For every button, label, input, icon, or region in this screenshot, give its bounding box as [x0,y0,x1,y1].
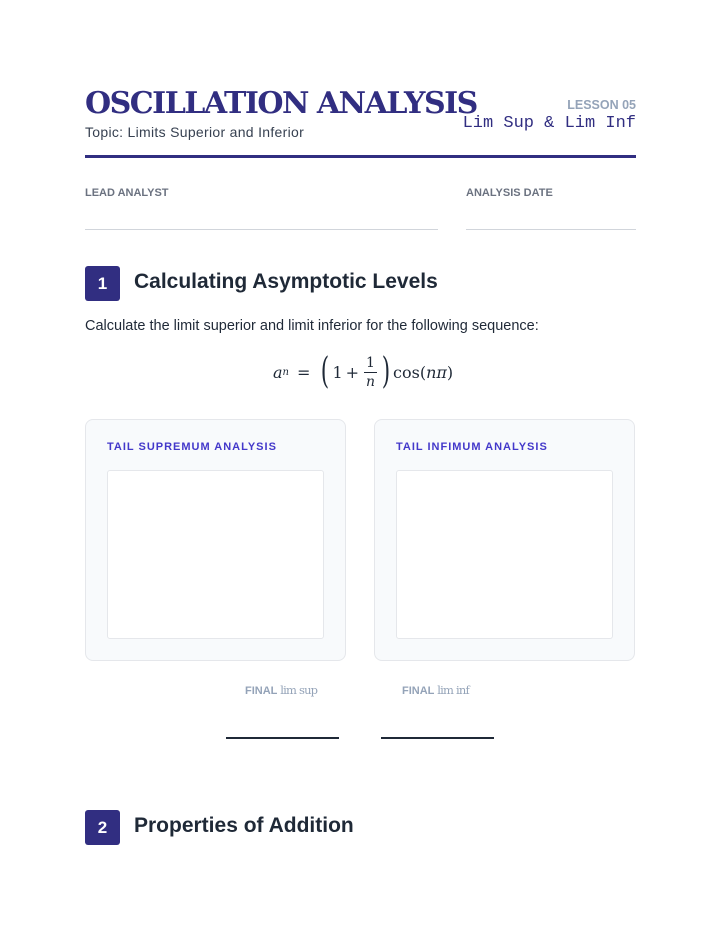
formula-lhs: a [273,362,283,382]
final-lim-sup-label [245,683,317,697]
tail-supremum-card [85,419,346,661]
section-1-instructions: Calculate the limit superior and limit inferior for the following sequence: [85,318,539,334]
lesson-subtitle: Lim Sup & Lim Inf [462,114,636,133]
analysis-date-field[interactable] [466,229,636,230]
final-lim-inf-label [402,683,469,697]
tail-infimum-label: TAIL INFIMUM ANALYSIS [396,441,548,453]
lead-analyst-label: LEAD ANALYST [85,187,169,199]
final-lim-inf-answer[interactable] [381,737,494,739]
section-1-title: Calculating Asymptotic Levels [134,270,438,293]
formula-subscript: n [282,366,289,378]
formula-function: cos [393,362,420,382]
tail-supremum-workspace[interactable] [107,470,324,639]
tail-infimum-card [374,419,635,661]
final-lim-sup-answer[interactable] [226,737,339,739]
formula-close-paren: ) [381,351,391,392]
formula-open-paren: ( [321,351,330,392]
fraction-numerator: 1 [366,354,375,371]
final-inf-lim: lim inf [437,683,469,697]
lesson-number: LESSON 05 [567,98,636,112]
tail-supremum-label: TAIL SUPREMUM ANALYSIS [107,441,277,453]
header-divider [85,155,636,158]
formula-plus: + [345,362,360,382]
analysis-date-label: ANALYSIS DATE [466,187,553,199]
final-sup-prefix: FINAL [245,685,278,697]
lead-analyst-field[interactable] [85,229,438,230]
document-topic: Topic: Limits Superior and Inferior [85,124,305,140]
fraction-denominator: n [365,373,376,390]
formula-argument: nπ [426,362,447,382]
section-2-title: Properties of Addition [134,814,354,837]
section-2-number: 2 [85,810,120,845]
tail-infimum-workspace[interactable] [396,470,613,639]
final-inf-prefix: FINAL [402,685,435,697]
formula-fraction [364,354,377,391]
lesson-info [463,98,636,133]
final-sup-lim: lim sup [280,683,318,697]
sequence-formula: a n = ( 1 + $\frac{1}{n}$ ) cos ( nπ ) [273,351,454,392]
document-header [85,86,636,140]
section-1-number: 1 [85,266,120,301]
formula-one: 1 [332,362,343,382]
document-title: OSCILLATION ANALYSIS [85,86,477,121]
formula-equals: = [297,362,311,382]
